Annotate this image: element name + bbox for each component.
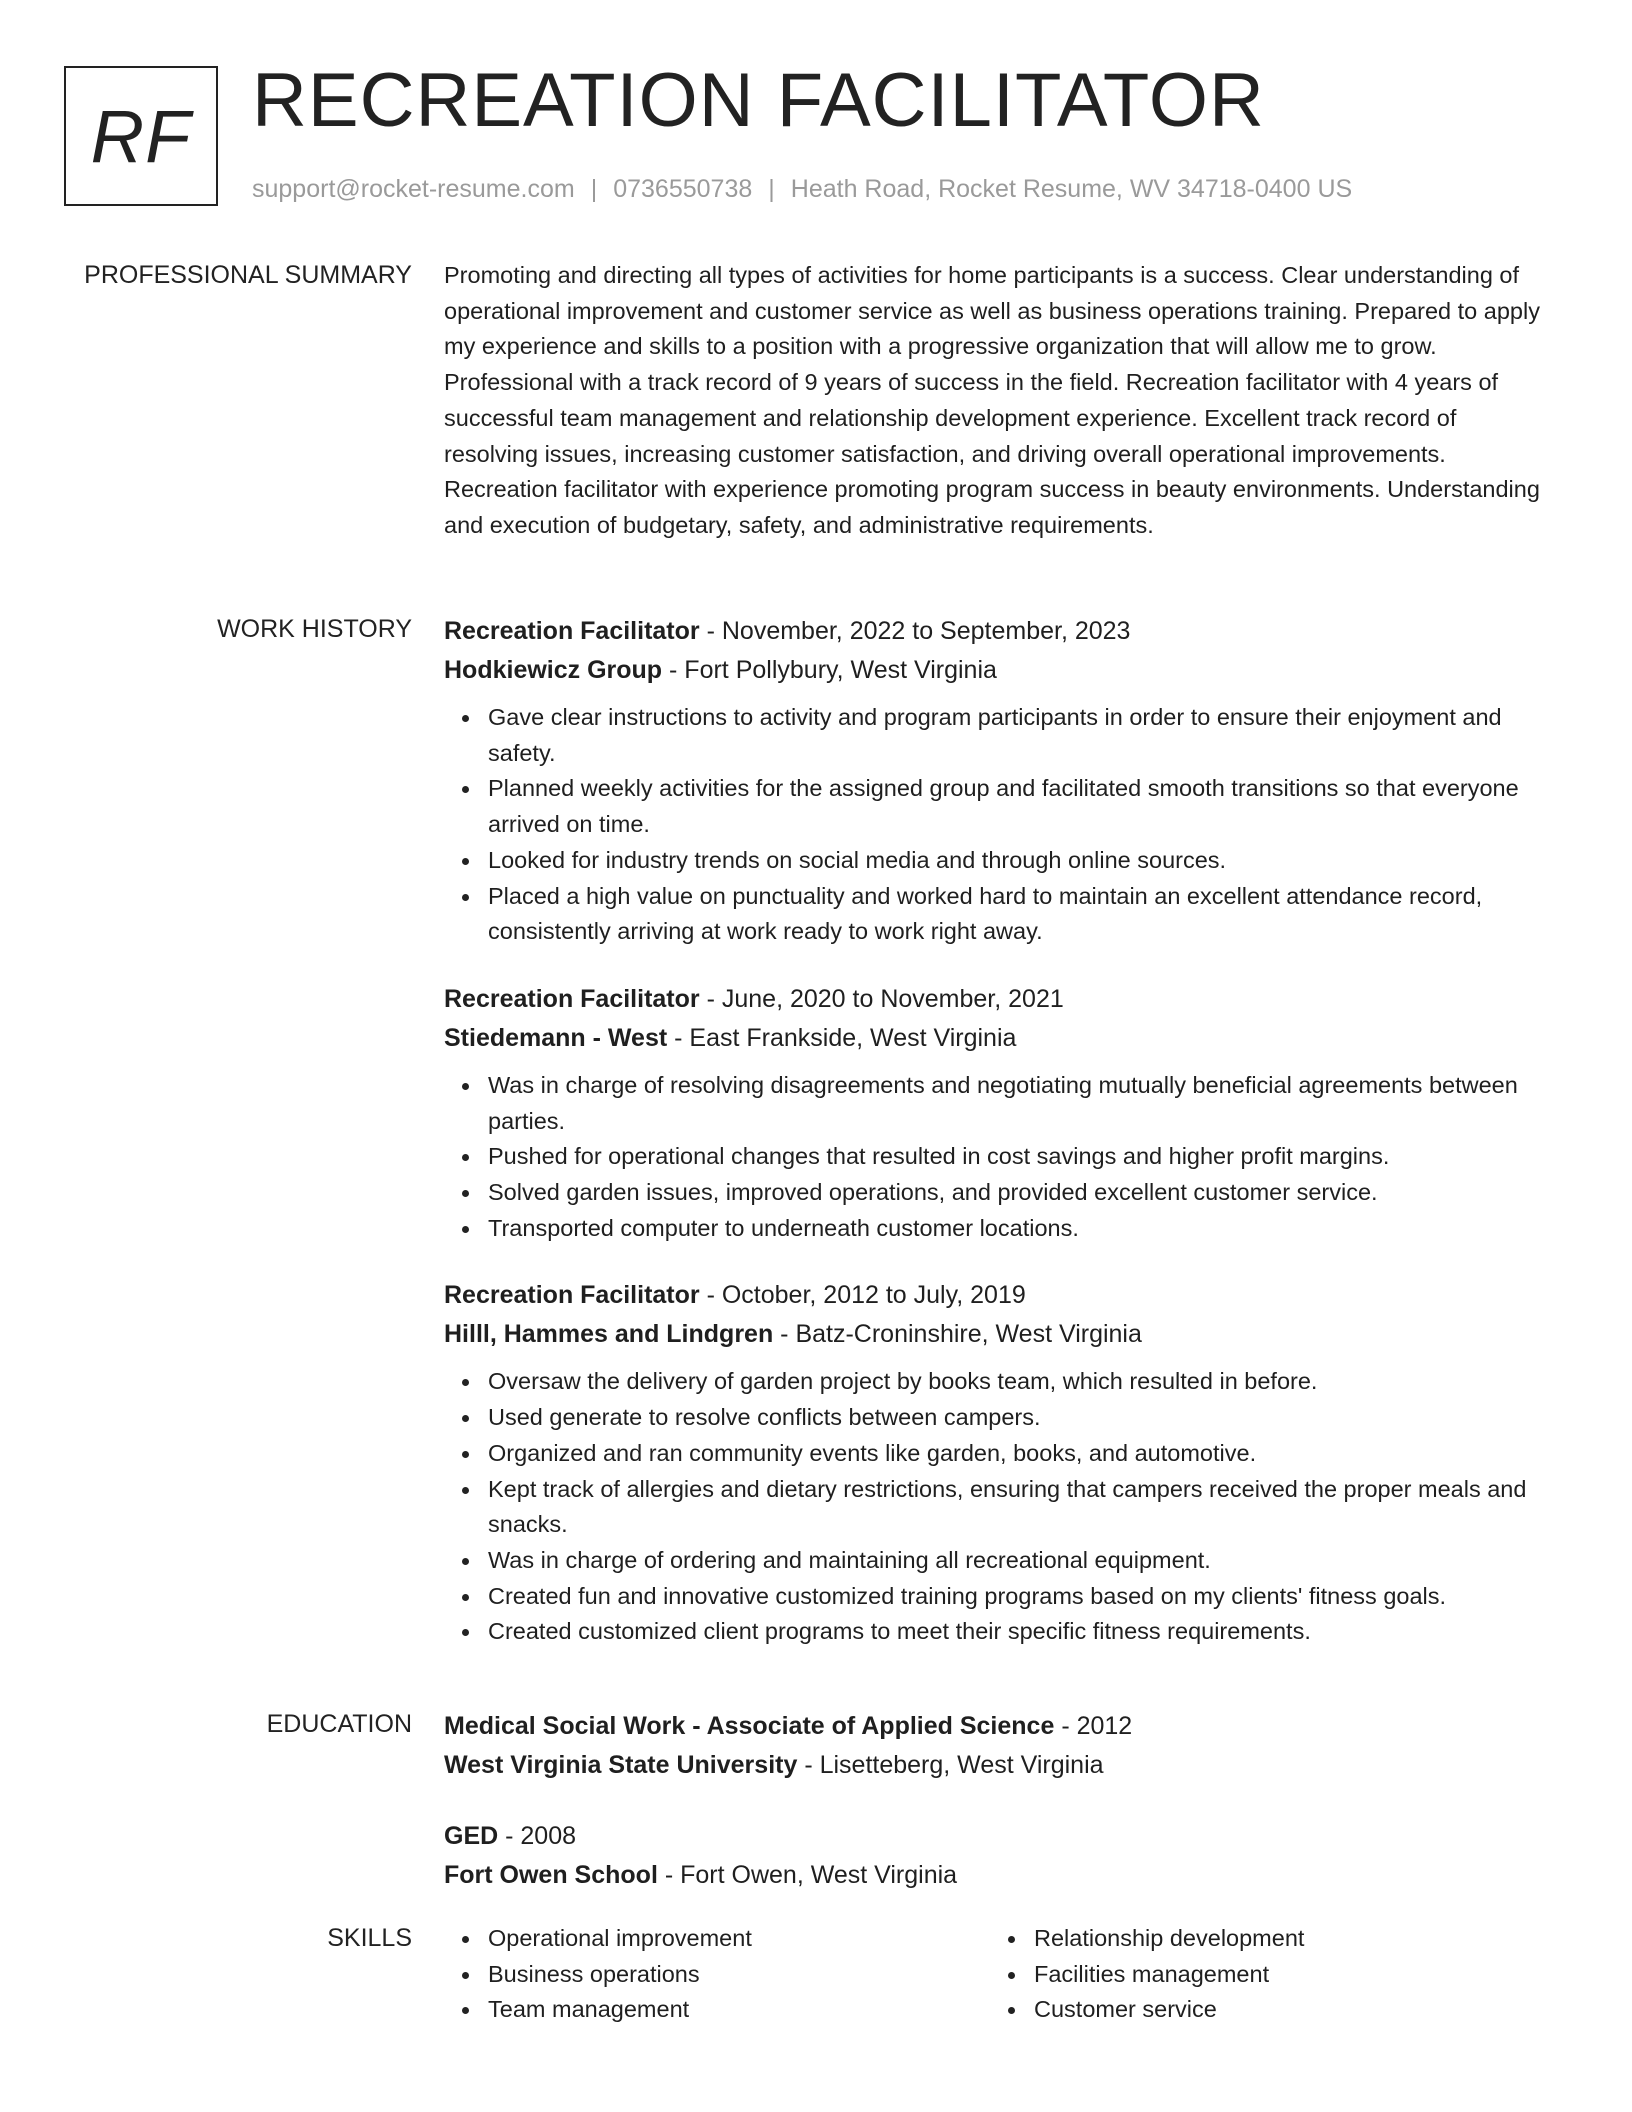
contact-email[interactable]: support@rocket-resume.com bbox=[252, 175, 575, 203]
job-dates: - October, 2012 to July, 2019 bbox=[699, 1281, 1026, 1310]
job-company-line bbox=[444, 1019, 1556, 1058]
contact-line bbox=[252, 172, 1352, 206]
resume-name: RECREATION FACILITATOR bbox=[252, 58, 1265, 143]
section-label-work: WORK HISTORY bbox=[217, 615, 412, 643]
monogram-badge bbox=[64, 66, 218, 206]
skill-item: Team management bbox=[488, 1992, 990, 2028]
school: Fort Owen School bbox=[444, 1861, 658, 1889]
bullet-item: Organized and ran community events like garden, books, and automotive. bbox=[488, 1436, 1556, 1472]
job-title: Recreation Facilitator bbox=[444, 617, 700, 645]
degree-year: - 2012 bbox=[1054, 1712, 1133, 1740]
school-line bbox=[444, 1746, 1556, 1785]
work-history-body bbox=[444, 612, 1556, 1668]
contact-separator: | bbox=[590, 175, 598, 203]
skill-item: Business operations bbox=[488, 1957, 990, 1993]
bullet-item: Looked for industry trends on social media and through online sources. bbox=[488, 843, 1556, 879]
education-entry bbox=[444, 1707, 1556, 1785]
bullet-item: Created fun and innovative customized training programs based on my clients' fitness goals. bbox=[488, 1579, 1556, 1615]
degree: GED bbox=[444, 1822, 499, 1850]
education-entry bbox=[444, 1817, 1556, 1895]
job-company: Hodkiewicz Group bbox=[444, 656, 663, 684]
bullet-item: Used generate to resolve conflicts between campers. bbox=[488, 1400, 1556, 1436]
skills-body bbox=[444, 1921, 1556, 2028]
job-bullets bbox=[444, 1068, 1556, 1247]
job-title-line bbox=[444, 980, 1556, 1019]
skill-item: Customer service bbox=[1034, 1992, 1536, 2028]
job-entry bbox=[444, 1276, 1556, 1650]
skills-column-left bbox=[444, 1921, 990, 2028]
job-dates: - June, 2020 to November, 2021 bbox=[699, 984, 1064, 1013]
job-company-line bbox=[444, 1315, 1556, 1354]
school-location: - Fort Owen, West Virginia bbox=[657, 1861, 958, 1889]
skill-item: Relationship development bbox=[1034, 1921, 1536, 1957]
job-company: Hilll, Hammes and Lindgren bbox=[444, 1320, 774, 1349]
job-bullets bbox=[444, 700, 1556, 950]
job-entry bbox=[444, 612, 1556, 950]
job-location: - East Frankside, West Virginia bbox=[667, 1023, 1017, 1052]
job-company-line bbox=[444, 651, 1556, 690]
bullet-item: Planned weekly activities for the assigned group and facilitated smooth transitions so that everyone arrived on time. bbox=[488, 771, 1556, 842]
degree-year: - 2008 bbox=[498, 1822, 577, 1850]
skills-grid bbox=[444, 1921, 1556, 2028]
bullet-item: Oversaw the delivery of garden project by books team, which resulted in before. bbox=[488, 1364, 1556, 1400]
job-bullets bbox=[444, 1364, 1556, 1650]
education-body bbox=[444, 1707, 1556, 1913]
monogram-initials: RF bbox=[90, 94, 192, 178]
job-entry bbox=[444, 980, 1556, 1247]
contact-phone[interactable]: 0736550738 bbox=[613, 175, 753, 203]
job-title-line bbox=[444, 1276, 1556, 1315]
job-title: Recreation Facilitator bbox=[444, 984, 700, 1013]
bullet-item: Was in charge of resolving disagreements and negotiating mutually beneficial agreements between parties. bbox=[488, 1068, 1556, 1139]
summary-body bbox=[444, 258, 1556, 544]
section-label-education: EDUCATION bbox=[266, 1710, 412, 1738]
school-line bbox=[444, 1856, 1556, 1895]
bullet-item: Gave clear instructions to activity and program participants in order to ensure their enjoyment and safety. bbox=[488, 700, 1556, 771]
job-title: Recreation Facilitator bbox=[444, 1281, 700, 1310]
job-location: - Batz-Croninshire, West Virginia bbox=[773, 1320, 1142, 1349]
skill-item: Operational improvement bbox=[488, 1921, 990, 1957]
degree-line bbox=[444, 1707, 1556, 1746]
bullet-item: Created customized client programs to meet their specific fitness requirements. bbox=[488, 1614, 1556, 1650]
school-location: - Lisetteberg, West Virginia bbox=[797, 1751, 1104, 1779]
section-label-skills: SKILLS bbox=[327, 1924, 412, 1952]
bullet-item: Pushed for operational changes that resulted in cost savings and higher profit margins. bbox=[488, 1139, 1556, 1175]
bullet-item: Solved garden issues, improved operations, and provided excellent customer service. bbox=[488, 1175, 1556, 1211]
contact-separator: | bbox=[768, 175, 775, 203]
bullet-item: Transported computer to underneath customer locations. bbox=[488, 1211, 1556, 1247]
bullet-item: Was in charge of ordering and maintaining all recreational equipment. bbox=[488, 1543, 1556, 1579]
degree-line bbox=[444, 1817, 1556, 1856]
job-company: Stiedemann - West bbox=[444, 1023, 668, 1052]
school: West Virginia State University bbox=[444, 1751, 798, 1779]
job-dates: - November, 2022 to September, 2023 bbox=[699, 617, 1131, 645]
skill-item: Facilities management bbox=[1034, 1957, 1536, 1993]
bullet-item: Kept track of allergies and dietary restrictions, ensuring that campers received the proper meals and snacks. bbox=[488, 1472, 1556, 1543]
bullet-item: Placed a high value on punctuality and worked hard to maintain an excellent attendance record, consistently arriving at work ready to work right away. bbox=[488, 879, 1556, 950]
summary-text: Promoting and directing all types of activities for home participants is a success. Clear understanding of operational improvement and customer service as well as business operations training. Prepared to apply my experience and skills to a position with a progressive organization that will allow me to grow. Professional with a track record of 9 years of success in the field. Recreation facilitator with 4 years of successful team management and relationship development experience. Excellent track record of resolving issues, increasing customer satisfaction, and driving overall operational improvements. Recreation facilitator with experience promoting program success in beauty environments. Understanding and execution of budgetary, safety, and administrative requirements. bbox=[444, 262, 1540, 538]
degree: Medical Social Work - Associate of Applied Science bbox=[444, 1712, 1055, 1740]
skills-column-right bbox=[990, 1921, 1536, 2028]
section-label-summary: PROFESSIONAL SUMMARY bbox=[84, 261, 412, 289]
job-title-line bbox=[444, 612, 1556, 651]
contact-address: Heath Road, Rocket Resume, WV 34718-0400 US bbox=[790, 175, 1353, 203]
job-location: - Fort Pollybury, West Virginia bbox=[662, 656, 997, 684]
